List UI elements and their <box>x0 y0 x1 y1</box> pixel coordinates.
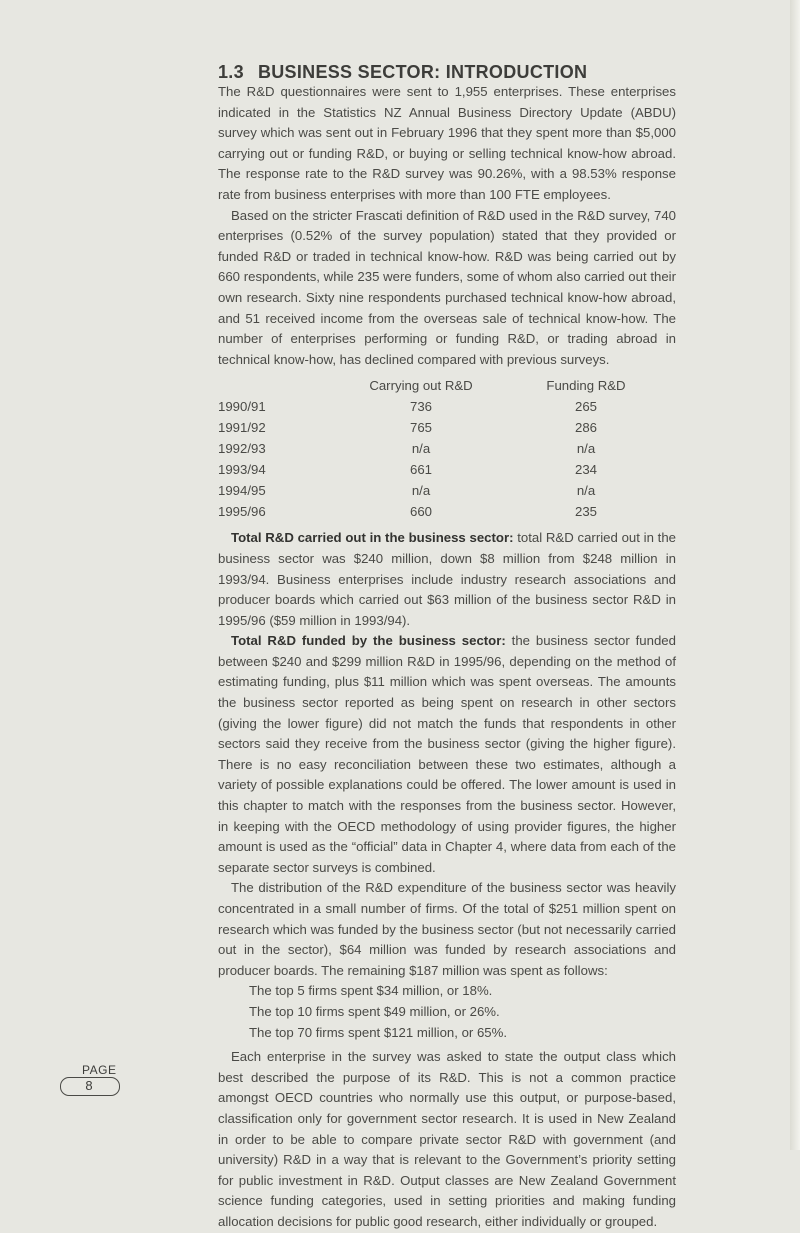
table-cell-funding: 235 <box>574 504 597 520</box>
section-title: BUSINESS SECTOR: INTRODUCTION <box>257 62 588 82</box>
table-cell-funding: n/a <box>576 483 596 499</box>
page-number: 8 <box>85 1078 93 1093</box>
body-text <box>218 82 676 1233</box>
table-cell-year: 1995/96 <box>218 504 266 520</box>
page-label: PAGE <box>82 1063 117 1077</box>
page-edge-shadow <box>790 0 800 1150</box>
table-cell-carrying-out: 660 <box>409 504 432 520</box>
table-cell-year: 1991/92 <box>218 420 266 436</box>
top-firms-list <box>218 981 676 1043</box>
lead-in-carried-out: Total R&D carried out in the business sector: <box>231 530 514 546</box>
table-cell-carrying-out: n/a <box>411 483 431 499</box>
table-row <box>218 438 676 459</box>
table-cell-carrying-out: 736 <box>409 399 432 415</box>
table-cell-funding: 286 <box>574 420 597 436</box>
table-cell-carrying-out: n/a <box>411 441 431 457</box>
table-cell-funding: 234 <box>574 462 597 478</box>
list-item: The top 5 firms spent $34 million, or 18%. <box>249 983 493 999</box>
table-header-year <box>218 374 346 396</box>
paragraph-output-class: Each enterprise in the survey was asked to state the output class which best described the purpose of its R&D. This is not a common practice amongst OECD countries who normally use this output, or purpose-based, classification only for government sector research. It is used in New Zealand in order to be able to compare private sector R&D with government (and university) R&D in a way that is relevant to the Government’s priority setting for public investment in R&D. Output classes are New Zealand Government science funding categories, used in setting priorities and making funding allocation decisions for public good research, either individually or grouped. <box>218 1049 676 1229</box>
table-header-funding: Funding R&D <box>546 377 626 393</box>
table-cell-funding: 265 <box>574 399 597 415</box>
section-number: 1.3 <box>218 62 244 82</box>
table-row <box>218 501 676 522</box>
lead-in-funded: Total R&D funded by the business sector: <box>231 633 506 649</box>
paragraph-distribution: The distribution of the R&D expenditure of the business sector was heavily concentrated in a small number of firms. Of the total of $251 million spent on research which was funded by the business sector (but not necessarily carried out in the sector), $64 million was funded by research associations and producer boards. The remaining $187 million was spent as follows: <box>218 880 676 978</box>
text-funded: the business sector funded between $240 and $299 million R&D in 1995/96, depending on the method of estimating funding, plus $11 million which was spent overseas. The amounts the business sector reported as being spent on research in other sectors (giving the lower figure) did not match the funds that respondents in other sectors said they receive from the business sector (giving the higher figure). There is no easy reconciliation between these two estimates, although a variety of possible explanations could be offered. The lower amount is used in this chapter to match with the responses from the business sector. However, in keeping with the OECD methodology of using provider figures, the higher amount is used as the “official” data in Chapter 4, where data from each of the separate sector surveys is combined. <box>218 633 676 875</box>
paragraph-intro: The R&D questionnaires were sent to 1,955 enterprises. These enterprises indicated in the Statistics NZ Annual Business Directory Update (ABDU) survey which was sent out in February 1996 that they spent more than $5,000 carrying out or funding R&D, or buying or selling technical know-how abroad. The response rate to the R&D survey was 90.26%, with a 98.53% response rate from business enterprises with more than 100 FTE employees. <box>218 84 676 202</box>
table-cell-year: 1994/95 <box>218 483 266 499</box>
table-header-carrying-out: Carrying out R&D <box>369 377 473 393</box>
table-cell-carrying-out: 661 <box>409 462 432 478</box>
section-heading <box>218 62 587 83</box>
table-row <box>218 396 676 417</box>
page-number-badge <box>60 1063 120 1099</box>
paragraph-total-carried-out <box>218 528 676 631</box>
paragraph-frascati: Based on the stricter Frascati definition of R&D used in the R&D survey, 740 enterprises (0.52% of the survey population) stated that they provided or funded R&D or traded in technical know-how. R&D was being carried out by 660 respondents, while 235 were funders, some of whom also carried out their own research. Sixty nine respondents purchased technical know-how abroad, and 51 received income from the overseas sale of technical know-how. The number of enterprises performing or funding R&D, or trading abroad in technical know-how, has declined compared with previous surveys. <box>218 207 676 367</box>
table-cell-year: 1993/94 <box>218 462 266 478</box>
table-cell-year: 1990/91 <box>218 399 266 415</box>
table-header-row <box>218 374 676 396</box>
text-carried-out: total R&D carried out in the business sector was $240 million, down $8 million from $248 million in 1993/94. Business enterprises include industry research associations and producer boards which carried out $63 million of the business sector R&D in 1995/96 ($59 million in 1993/94). <box>218 530 676 628</box>
enterprise-count-table <box>218 374 676 522</box>
table-row <box>218 417 676 438</box>
table-row <box>218 480 676 501</box>
list-item: The top 10 firms spent $49 million, or 26%. <box>249 1003 500 1019</box>
list-item: The top 70 firms spent $121 million, or 65%. <box>249 1024 508 1040</box>
table-cell-year: 1992/93 <box>218 441 266 457</box>
table-cell-carrying-out: 765 <box>409 420 432 436</box>
paragraph-total-funded <box>218 631 676 878</box>
table-row <box>218 459 676 480</box>
table-cell-funding: n/a <box>576 441 596 457</box>
